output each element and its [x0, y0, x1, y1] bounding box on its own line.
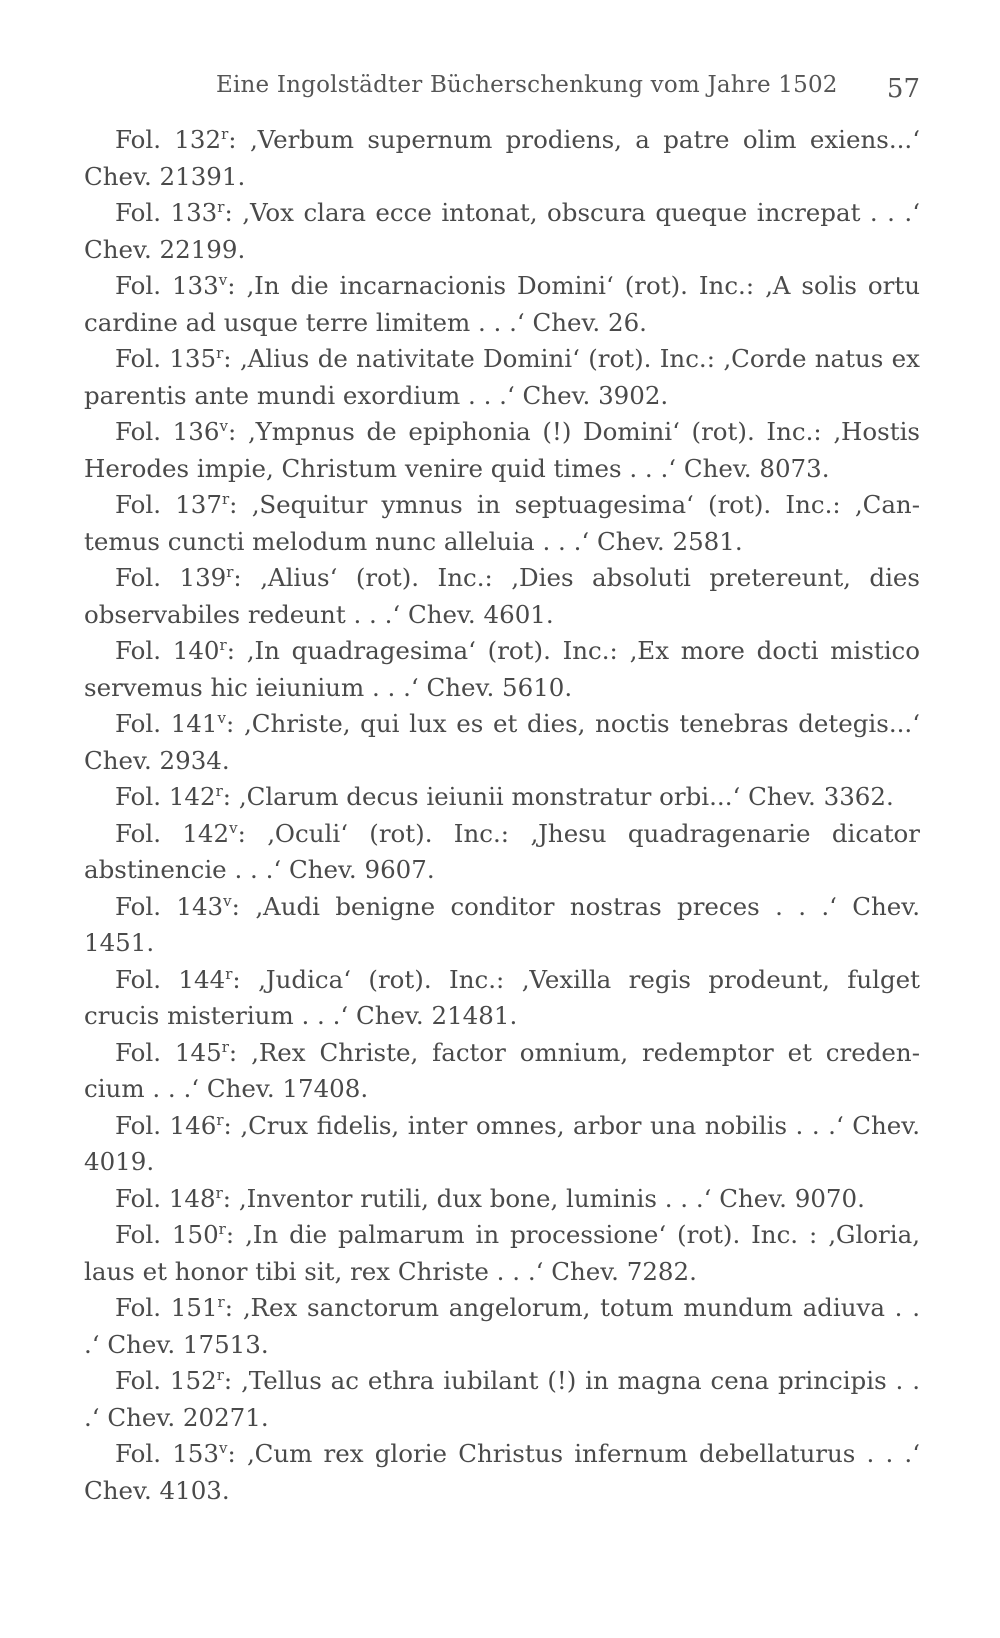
entry-fol-137r: Fol. 137$^r$: ‚Sequitur ymnus in septuagesima‘ (rot). Inc.: ‚Cantemus cuncti melodum nunc alleluia . . .‘ Chev. 2581. [84, 489, 920, 556]
entry-fol-153v: Fol. 153$^v$: ‚Cum rex glorie Christus infernum debellaturus . . .‘ Chev. 4103. [84, 1438, 920, 1505]
entry-fol-148r: Fol. 148$^r$: ‚Inventor rutili, dux bone, luminis . . .‘ Chev. 9070. [115, 1183, 865, 1213]
entry-fol-142r: Fol. 142$^r$: ‚Clarum decus ieiunii monstratur orbi...‘ Chev. 3362. [115, 781, 894, 811]
entry-fol-152r: Fol. 152$^r$: ‚Tellus ac ethra iubilant (!) in magna cena principis . . .‘ Chev. 20271. [84, 1365, 921, 1432]
entry-fol-132r: Fol. 132$^r$: ‚Verbum supernum prodiens, a patre olim exiens...‘ Chev. 21391. [84, 124, 920, 191]
entry-fol-135r: Fol. 135$^r$: ‚Alius de nativitate Domini‘ (rot). Inc.: ‚Corde natus ex parentis ante mundi exordium . . .‘ Chev. 3902. [84, 343, 920, 410]
running-title: Eine Ingolstädter Bücherschenkung vom Jahre 1502 [216, 72, 838, 98]
entry-fol-145r: Fol. 145$^r$: ‚Rex Christe, factor omnium, redemptor et credencium . . .‘ Chev. 17408. [84, 1037, 920, 1103]
entry-fol-151r: Fol. 151$^r$: ‚Rex sanctorum angelorum, totum mundum adiuva . . .‘ Chev. 17513. [84, 1292, 920, 1359]
entry-fol-146r: Fol. 146$^r$: ‚Crux fidelis, inter omnes, arbor una nobilis . . .‘ Chev. 4019. [84, 1110, 920, 1176]
entry-fol-142v: Fol. 142$^v$: ‚Oculi‘ (rot). Inc.: ‚Jhesu quadragenarie dicator abstinencie . . .‘ Chev. 9607. [84, 818, 921, 884]
entry-fol-133r: Fol. 133$^r$: ‚Vox clara ecce intonat, obscura queque increpat . . .‘ Chev. 22199. [84, 197, 920, 264]
entry-fol-133v: Fol. 133$^v$: ‚In die incarnacionis Domini‘ (rot). Inc.: ‚A solis ortu cardine ad usque terre limitem . . .‘ Chev. 26. [84, 270, 920, 337]
entry-fol-143v: Fol. 143$^v$: ‚Audi benigne conditor nostras preces . . .‘ Chev. 1451. [84, 891, 920, 957]
entry-fol-141v: Fol. 141$^v$: ‚Christe, qui lux es et dies, noctis tenebras detegis...‘ Chev. 2934. [84, 708, 920, 775]
entry-fol-136v: Fol. 136$^v$: ‚Ympnus de epiphonia (!) Domini‘ (rot). Inc.: ‚Hostis Herodes impie, Christum venire quid times . . .‘ Chev. 8073. [84, 416, 920, 483]
entry-fol-140r: Fol. 140$^r$: ‚In quadragesima‘ (rot). Inc.: ‚Ex more docti mistico servemus hic ieiunium . . .‘ Chev. 5610. [84, 635, 920, 702]
catalog-entries [84, 122, 920, 1509]
entry-fol-150r: Fol. 150$^r$: ‚In die palmarum in processione‘ (rot). Inc. : ‚Gloria, laus et honor tibi sit, rex Christe . . .‘ Chev. 7282. [84, 1219, 920, 1286]
entry-fol-139r: Fol. 139$^r$: ‚Alius‘ (rot). Inc.: ‚Dies absoluti pretereunt, dies observabiles redeunt . . .‘ Chev. 4601. [84, 562, 920, 629]
running-header [84, 70, 920, 110]
entry-fol-144r: Fol. 144$^r$: ‚Judica‘ (rot). Inc.: ‚Vexilla regis prodeunt, fulget crucis misterium . . .‘ Chev. 21481. [84, 964, 920, 1030]
page-number: 57 [886, 74, 920, 104]
